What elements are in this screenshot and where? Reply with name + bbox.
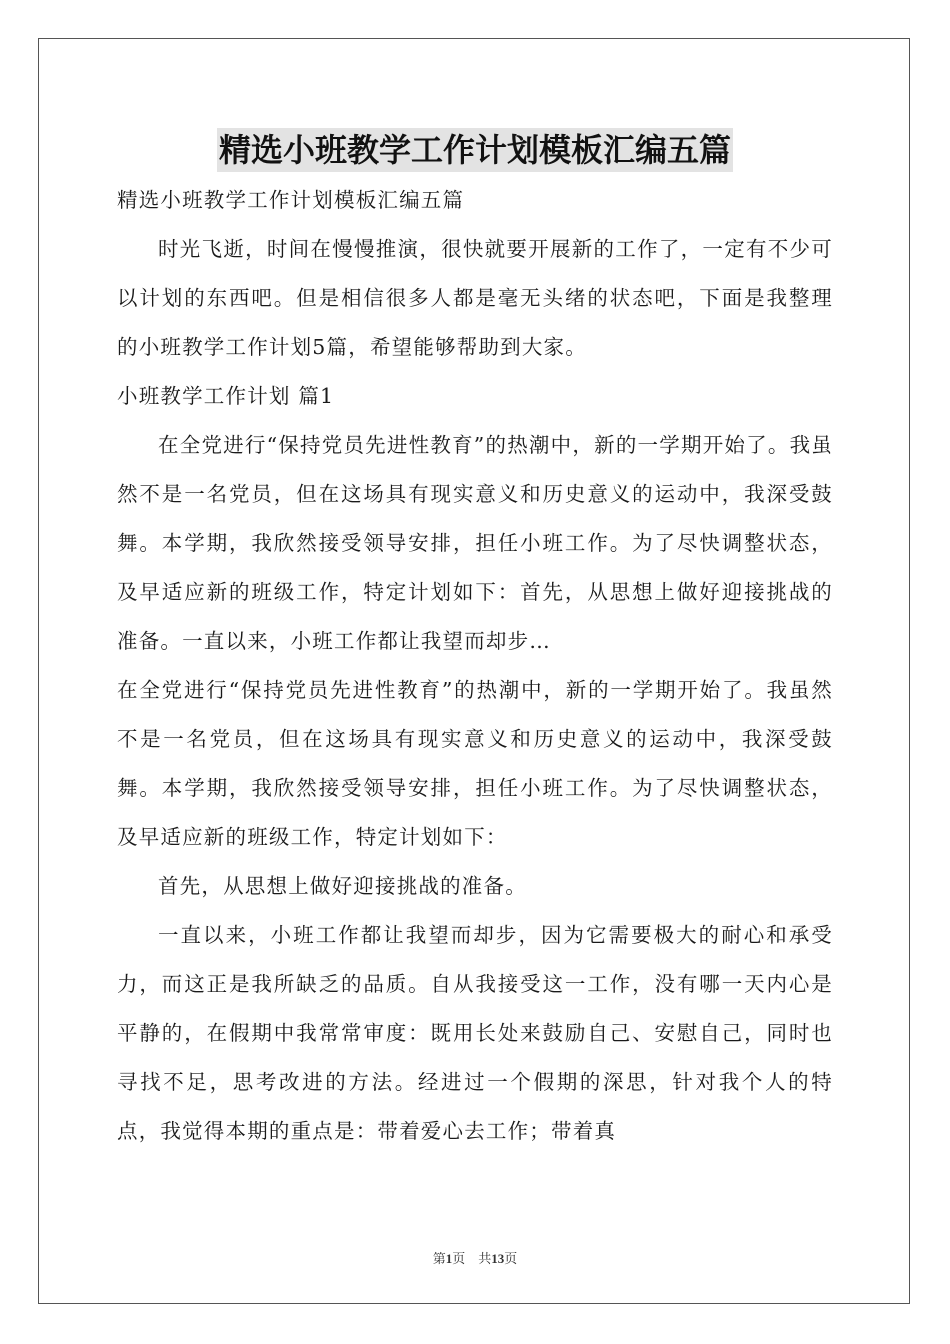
paragraph: 一直以来，小班工作都让我望而却步，因为它需要极大的耐心和承受力，而这正是我所缺乏的品质。自从我接受这一工作，没有哪一天内心是平静的，在假期中我常常审度：既用长处来鼓励自己、安慰自己，同时也寻找不足，思考改进的方法。经进过一个假期的深思，针对我个人的特点，我觉得本期的重点是：带着爱心去工作；带着真 xyxy=(117,923,833,1143)
footer-suffix: 页 xyxy=(504,1251,518,1266)
section-heading: 小班教学工作计划 篇1 xyxy=(117,384,335,408)
paragraph: 首先，从思想上做好迎接挑战的准备。 xyxy=(158,874,527,898)
document-body xyxy=(117,176,833,1156)
footer-total-pages: 13 xyxy=(491,1251,505,1266)
paragraph: 时光飞逝，时间在慢慢推演，很快就要开展新的工作了，一定有不少可以计划的东西吧。但是相信很多人都是毫无头绪的状态吧，下面是我整理的小班教学工作计划5篇，希望能够帮助到大家。 xyxy=(117,237,833,359)
page-footer xyxy=(0,1248,950,1267)
document-title xyxy=(0,128,950,172)
paragraph: 在全党进行“保持党员先进性教育”的热潮中，新的一学期开始了。我虽然不是一名党员，但在这场具有现实意义和历史意义的运动中，我深受鼓舞。本学期，我欣然接受领导安排，担任小班工作。为了尽快调整状态，及早适应新的班级工作，特定计划如下： xyxy=(117,678,833,849)
footer-prefix: 第 xyxy=(432,1251,446,1266)
paragraph: 在全党进行“保持党员先进性教育”的热潮中，新的一学期开始了。我虽然不是一名党员，但在这场具有现实意义和历史意义的运动中，我深受鼓舞。本学期，我欣然接受领导安排，担任小班工作。为了尽快调整状态，及早适应新的班级工作，特定计划如下：首先，从思想上做好迎接挑战的准备。一直以来，小班工作都让我望而却步… xyxy=(117,433,833,653)
footer-mid: 页 共 xyxy=(452,1251,492,1266)
document-title-text: 精选小班教学工作计划模板汇编五篇 xyxy=(217,128,733,172)
paragraph: 精选小班教学工作计划模板汇编五篇 xyxy=(117,188,465,212)
footer-page-number: 1 xyxy=(445,1251,453,1266)
